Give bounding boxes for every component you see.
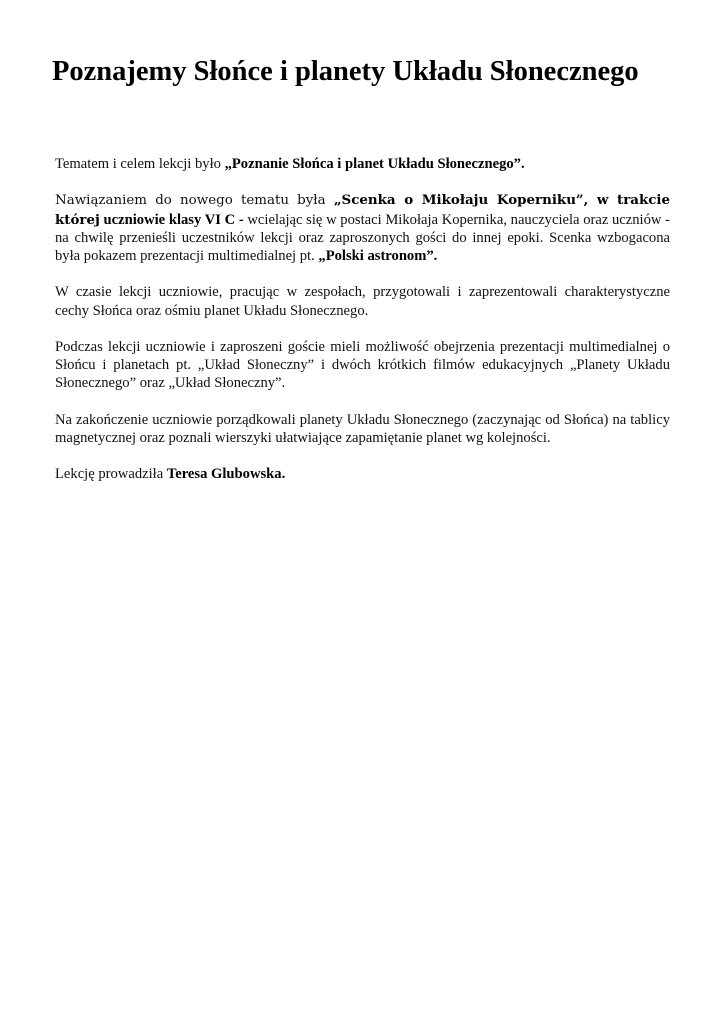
article-body xyxy=(55,155,670,502)
scene-bold-class: uczniowie klasy VI C - xyxy=(103,211,244,228)
scene-text: wcielając się w postaci Mikołaja Kopernika, nauczyciela oraz uczniów - na chwilę przenieśli uczestników lekcji oraz zaproszonych gości do innej epoki. Scenka wzbogacona była pokazem prezentacji multimedialnej pt. xyxy=(55,211,670,264)
topic-text: Tematem i celem lekcji było xyxy=(55,156,225,172)
scene-bold-presentation: „Polski astronom”. xyxy=(318,248,438,264)
paragraph-presentation: Podczas lekcji uczniowie i zaproszeni goście mieli możliwość obejrzenia prezentacji multimedialnej o Słońcu i planetach pt. „Układ Słoneczny” i dwóch krótkich filmów edukacyjnych „Planety Układu Słonecznego” oraz „Układ Słoneczny”. xyxy=(55,338,670,392)
scene-intro: Nawiązaniem do nowego tematu była xyxy=(55,193,334,209)
paragraph-teamwork: W czasie lekcji uczniowie, pracując w zespołach, przygotowali i zaprezentowali charakterystyczne cechy Słońca oraz ośmiu planet Układu Słonecznego. xyxy=(55,284,670,319)
paragraph-scene xyxy=(55,191,670,265)
topic-bold: „Poznanie Słońca i planet Układu Słonecznego”. xyxy=(224,156,525,172)
paragraph-teacher xyxy=(55,465,670,483)
page-title: Poznajemy Słońce i planety Układu Słonecznego xyxy=(52,56,639,87)
teacher-name: Teresa Glubowska. xyxy=(166,466,286,483)
paragraph-ending: Na zakończenie uczniowie porządkowali planety Układu Słonecznego (zaczynając od Słońca) na tablicy magnetycznej oraz poznali wierszyki ułatwiające zapamiętanie planet wg kolejności. xyxy=(55,411,670,446)
teacher-text: Lekcję prowadziła xyxy=(55,466,167,483)
paragraph-topic xyxy=(55,155,670,173)
scene-bold-title: „Scenka o Mikołaju Koperniku”, w trakcie której xyxy=(55,192,671,228)
